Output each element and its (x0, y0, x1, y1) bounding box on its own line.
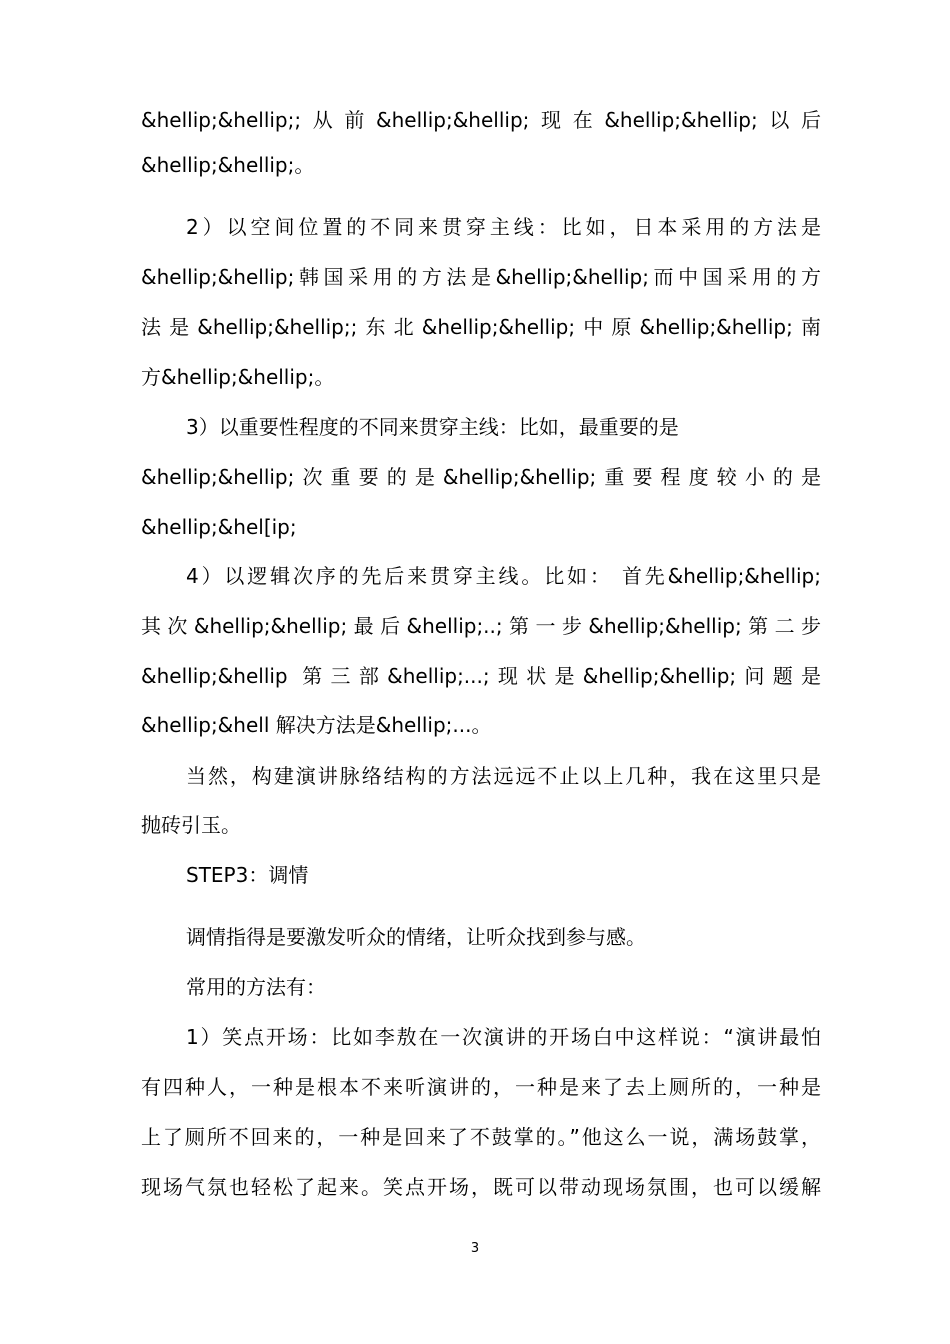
text-line: &hellip;&hellip;次重要的是&hellip;&hellip;重要程度较小的是 (141, 465, 821, 489)
text-line: 抛砖引玉。 (141, 813, 241, 837)
text-line: 当然，构建演讲脉络结构的方法远远不止以上几种，我在这里只是 (186, 764, 821, 788)
text-line: 4）以逻辑次序的先后来贯穿主线。比如： 首先&hellip;&hellip; (186, 564, 821, 588)
text-line: 上了厕所不回来的，一种是回来了不鼓掌的。”他这么一说，满场鼓掌， (141, 1125, 821, 1149)
text-line: &hellip;&hellip;。 (141, 153, 315, 177)
text-line: &hellip;&hel[ip; (141, 515, 297, 539)
text-line: 现场气氛也轻松了起来。笑点开场，既可以带动现场氛围，也可以缓解 (141, 1175, 821, 1199)
page-number: 3 (470, 1241, 480, 1256)
text-line: 有四种人，一种是根本不来听演讲的，一种是来了去上厕所的，一种是 (141, 1075, 821, 1099)
text-line: &hellip;&hellip;;从前&hellip;&hellip;现在&hellip;&hellip;以后 (141, 108, 821, 132)
section-heading: STEP3：调情 (186, 863, 309, 887)
text-line: 调情指得是要激发听众的情绪，让听众找到参与感。 (186, 925, 646, 949)
text-line: 法是&hellip;&hellip;;东北&hellip;&hellip;中原&hellip;&hellip;南 (141, 315, 821, 339)
text-line: 1）笑点开场：比如李敖在一次演讲的开场白中这样说：“演讲最怕 (186, 1025, 821, 1049)
text-line: 3）以重要性程度的不同来贯穿主线：比如，最重要的是 (186, 415, 679, 439)
text-line: 方&hellip;&hellip;。 (141, 365, 335, 389)
text-line: 其次&hellip;&hellip;最后&hellip;..;第一步&hellip;&hellip;第二步 (141, 614, 821, 638)
text-line: 2）以空间位置的不同来贯穿主线：比如，日本采用的方法是 (186, 215, 821, 239)
text-line: &hellip;&hell 解决方法是&hellip;...。 (141, 713, 492, 737)
text-line: &hellip;&hellip;韩国采用的方法是&hellip;&hellip;而中国采用的方 (141, 265, 821, 289)
text-line: 常用的方法有： (186, 975, 326, 999)
text-line: &hellip;&hellip 第三部&hellip;...;现状是&hellip;&hellip;问题是 (141, 664, 821, 688)
